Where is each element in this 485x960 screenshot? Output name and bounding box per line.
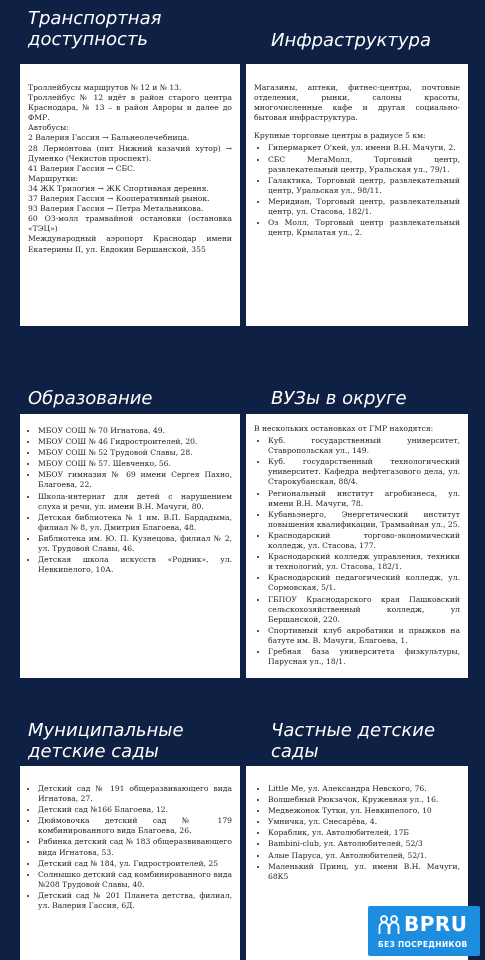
- list-item: • МБОУ СОШ № 46 Гидростроителей, 20.: [38, 437, 232, 447]
- list-item: • Детская библиотека № 1 им. В.П. Бардадыма, филиал № 8, ул. Дмитрия Благоева, 48.: [38, 513, 232, 533]
- text-line: Троллейбусы маршрутов № 12 и № 13.: [28, 83, 182, 92]
- list-item: • СБС МегаМолл, Торговый центр, развлекательный центр, Уральская ул., 79/1.: [268, 155, 460, 175]
- list-item: • Краснодарский колледж управления, техники и технологий, ул. Стасова, 182/1.: [268, 552, 460, 572]
- list-item: • Солнышко детский сад комбинированного вида №208 Трудовой Славы, 40.: [38, 870, 232, 890]
- list-item: • Little Me, ул. Александра Невского, 76.: [268, 784, 460, 794]
- text-line: 34 ЖК Трилогия → ЖК Спортивная деревня.: [28, 183, 209, 193]
- panel-education: [20, 414, 240, 678]
- panel-municipal-kindergartens: [20, 766, 240, 960]
- list-item: • Гребная база университета физкультуры, Парусная ул., 18/1.: [268, 647, 460, 667]
- municipal-kindergartens-list: [24, 784, 232, 911]
- infrastructure-list: [254, 143, 460, 238]
- list-item: • Алые Паруса, ул. Автолюбителей, 52/1.: [268, 851, 460, 861]
- row-transport-infrastructure: [0, 0, 485, 330]
- list-item: • Гипермаркет О'кей, ул. имени В.Н. Мачуги, 2.: [268, 143, 460, 153]
- list-item: • Маленький Принц, ул. имени В.Н. Мачуги, 68К5: [268, 862, 460, 882]
- list-item: • Куб. государственный технологический университет. Кафедра нефтегазового дела, ул. Старокубанская, 88/4.: [268, 457, 460, 487]
- text-line: 28 Лермонтова (пит Нижний казачий хутор) → Думенко (Чекистов проспект).: [28, 143, 232, 163]
- list-item: • МБОУ СОШ № 52 Трудовой Славы, 28.: [38, 448, 232, 458]
- section-title-private-kindergartens: Частные детские сады: [271, 720, 436, 762]
- list-item: • Краснодарский торгово-экономический колледж, ул. Стасова, 177.: [268, 531, 460, 551]
- private-kindergartens-list: [254, 784, 460, 882]
- universities-intro: В нескольких остановках от ГМР находятся:: [254, 424, 434, 433]
- list-item: • Детская школа искусств «Родник», ул. Невкипелого, 10А.: [38, 555, 232, 575]
- text-line: 60 ОЗ-молл трамвайной остановки (остановка «ТЭЦ»): [28, 214, 232, 234]
- infrastructure-intro: Магазины, аптеки, фитнес-центры, почтовые отделения, рынки, салоны красоты, многочисленные кафе и другая социально-бытовая инфраструктура.: [254, 83, 460, 123]
- list-item: • МБОУ СОШ № 57. Шевченко, 56.: [38, 459, 232, 469]
- section-title-infrastructure: Инфраструктура: [271, 30, 432, 51]
- list-item: • Региональный институт агробизнеса, ул. имени В.Н. Мачуги, 78.: [268, 489, 460, 509]
- list-item: • Детский сад №166 Благоева, 12.: [38, 805, 232, 815]
- logo-tagline: БЕЗ ПОСРЕДНИКОВ: [378, 940, 468, 949]
- list-item: • Спортивный клуб акробатики и прыжков на батуте им. В. Мачуги, Благоева, 1.: [268, 626, 460, 646]
- text-line: 37 Валерия Гассия → Кооперативный рынок.: [28, 194, 210, 204]
- list-item: • ГБПОУ Краснодарского края Пашковский сельскохозяйственный колледж, ул Бершанской, 220.: [268, 595, 460, 625]
- list-item: • МБОУ гимназия № 69 имени Сергея Пахно, Благоева, 22.: [38, 470, 232, 490]
- text-line: Маршрутки:: [28, 173, 79, 183]
- people-logo-icon: [378, 914, 400, 936]
- section-title-transport: Транспортная доступность: [28, 8, 162, 50]
- list-item: • Рябинка детский сад № 183 общеразвивающего вида Игнатова, 53.: [38, 837, 232, 857]
- list-item: • Волшебный Рюкзачок, Кружевная ул., 16.: [268, 795, 460, 805]
- section-title-universities: ВУЗы в округе: [271, 388, 407, 409]
- list-item: • Оз Молл, Торговый центр развлекательный центр, Крылатая ул., 2.: [268, 218, 460, 238]
- list-item: • Детский сад № 201 Планета детства, филиал, ул. Валерия Гассия, 6Д.: [38, 891, 232, 911]
- text-line: 2 Валерия Гассия → Бальнеолечебница.: [28, 133, 190, 143]
- infrastructure-subheading: Крупные торговые центры в радиусе 5 км:: [254, 131, 426, 141]
- education-list: [24, 426, 232, 575]
- text-line: Автобусы:: [28, 123, 69, 133]
- logo-text: BPRU: [404, 912, 468, 936]
- list-item: • Кораблик, ул. Автолюбителей, 17Б: [268, 828, 460, 838]
- list-item: • Умничка, ул. Снесарёва, 4.: [268, 817, 460, 827]
- list-item: • Библиотека им. Ю. П. Кузнецова, филиал № 2, ул. Трудовой Славы, 46.: [38, 534, 232, 554]
- list-item: • МБОУ СОШ № 70 Игнатова, 49.: [38, 426, 232, 436]
- list-item: • Меридиан, Торговый центр, развлекательный центр, ул. Стасова, 182/1.: [268, 197, 460, 217]
- list-item: • Школа-интернат для детей с нарушением слуха и речи, ул. имени В.Н. Мачуги, 80.: [38, 492, 232, 512]
- section-title-municipal-kindergartens: Муниципальные детские сады: [28, 720, 184, 762]
- text-line: Троллейбус № 12 идёт в район старого центра Краснодара, № 13 – в район Авроры и далее до ФМР.: [28, 93, 232, 123]
- list-item: • Медвежонок Тутки, ул. Невкипелого, 10: [268, 806, 460, 816]
- list-item: • Кубаньэнерго, Энергетический институт повышения квалификации, Трамвайная ул., 25.: [268, 510, 460, 530]
- panel-transport: [20, 64, 240, 326]
- list-item: • Детский сад № 184, ул. Гидростроителей, 25: [38, 859, 232, 869]
- text-line: 41 Валерия Гассия → СБС.: [28, 163, 136, 173]
- section-title-education: Образование: [28, 388, 153, 409]
- transport-lines: [28, 83, 232, 255]
- list-item: • Галактика, Торговый центр, развлекательный центр, Уральская ул., 98/11.: [268, 176, 460, 196]
- universities-list: [254, 436, 460, 667]
- row-education-universities: [0, 360, 485, 680]
- text-line: 93 Валерия Гассия → Петра Метальникова.: [28, 204, 204, 214]
- panel-universities: [246, 414, 468, 678]
- list-item: • Краснодарский педагогический колледж, ул. Сормовская, 5/1.: [268, 573, 460, 593]
- text-line: Международный аэропорт Краснодар имени Екатерины II, ул. Евдокии Бершанской, 355: [28, 234, 232, 254]
- list-item: • Bambini-club, ул. Автолюбителей, 52/3: [268, 839, 460, 849]
- list-item: • Детский сад № 191 общеразвивающего вида Игнатова, 27.: [38, 784, 232, 804]
- bpru-logo: [368, 906, 480, 956]
- panel-infrastructure: [246, 64, 468, 326]
- list-item: • Куб. государственный университет, Ставропольская ул., 149.: [268, 436, 460, 456]
- list-item: • Дюймовочка детский сад № 179 комбинированного вида Благоева, 26.: [38, 816, 232, 836]
